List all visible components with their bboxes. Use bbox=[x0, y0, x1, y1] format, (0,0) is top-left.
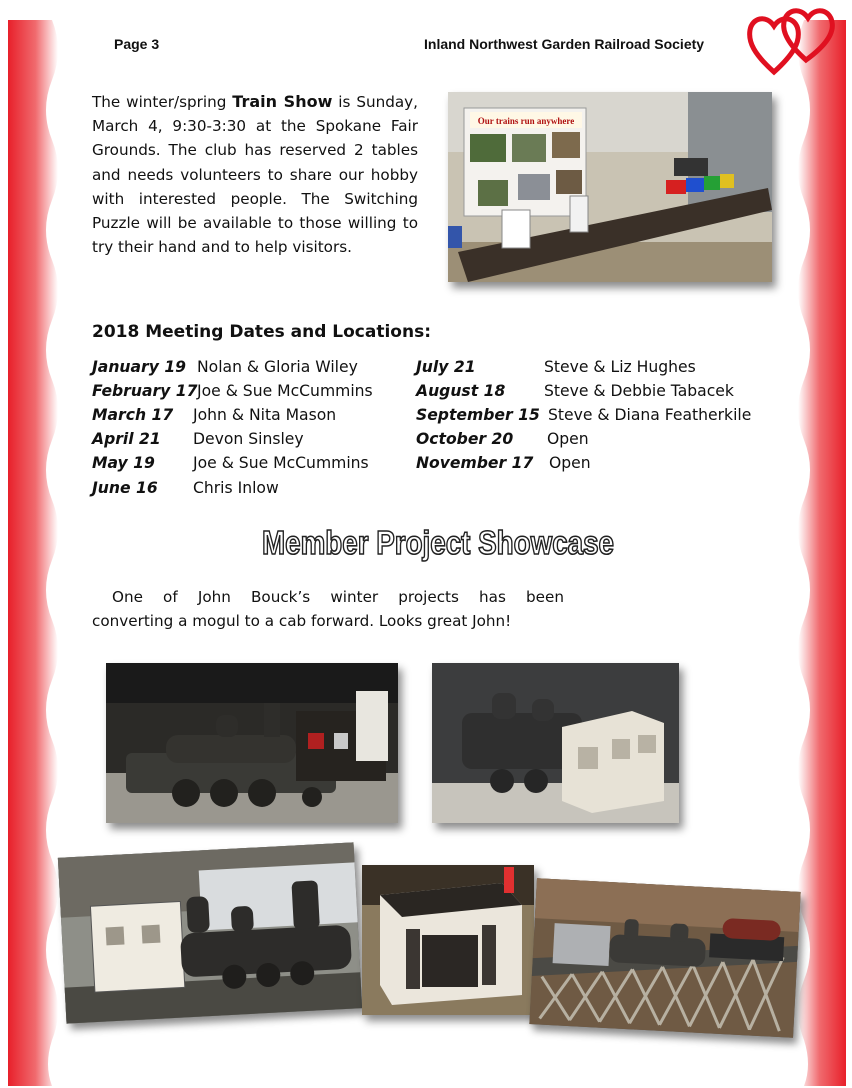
trestle-train-photo-drawing bbox=[529, 878, 800, 1038]
showcase-title-text: Member Project Showcase bbox=[262, 524, 614, 561]
cab-build-photo-drawing bbox=[432, 663, 679, 823]
meeting-row bbox=[92, 358, 358, 376]
meeting-date: July 21 bbox=[416, 358, 476, 376]
meeting-host: Open bbox=[549, 454, 591, 472]
meeting-row bbox=[416, 454, 591, 472]
meeting-host: Open bbox=[547, 430, 589, 448]
intro-text-start: The winter/spring bbox=[92, 93, 233, 111]
showcase-title bbox=[258, 520, 618, 564]
meeting-row bbox=[416, 430, 589, 448]
showcase-line-2: converting a mogul to a cab forward. Looks great John! bbox=[92, 612, 512, 630]
train-show-paragraph bbox=[92, 90, 418, 259]
meeting-row bbox=[416, 382, 734, 400]
intro-text-rest: is Sunday, March 4, 9:30-3:30 at the Spokane Fair Grounds. The club has reserved 2 tables and needs volunteers to share our hobby with interested people. The Switching Puzzle will be available to those willing to try their hand and to help visitors. bbox=[92, 93, 418, 257]
meeting-host: Devon Sinsley bbox=[193, 430, 304, 448]
showcase-line-1: One of John Bouck’s winter projects has been bbox=[112, 588, 564, 606]
meeting-row bbox=[92, 382, 373, 400]
cab-build-photo bbox=[432, 663, 679, 823]
meeting-date: May 19 bbox=[92, 454, 155, 472]
meeting-row bbox=[416, 358, 696, 376]
cab-forward-outdoor-photo bbox=[58, 842, 362, 1023]
meeting-date: January 19 bbox=[92, 358, 187, 376]
meeting-date: August 18 bbox=[416, 382, 506, 400]
meeting-host: Joe & Sue McCummins bbox=[197, 382, 373, 400]
meeting-date: September 15 bbox=[416, 406, 540, 424]
meeting-host: Joe & Sue McCummins bbox=[193, 454, 369, 472]
meeting-host: Steve & Debbie Tabacek bbox=[544, 382, 734, 400]
poster-heading: Our trains run anywhere bbox=[477, 116, 575, 126]
meeting-row bbox=[92, 430, 304, 448]
meeting-host: Steve & Liz Hughes bbox=[544, 358, 696, 376]
meeting-date: February 17 bbox=[92, 382, 198, 400]
meeting-host: Steve & Diana Featherkile bbox=[548, 406, 752, 424]
meeting-row bbox=[92, 454, 369, 472]
meeting-date: November 17 bbox=[416, 454, 534, 472]
meeting-date: March 17 bbox=[92, 406, 174, 424]
trestle-train-photo bbox=[529, 878, 800, 1038]
train-show-emphasis: Train Show bbox=[232, 92, 333, 111]
meeting-date: June 16 bbox=[92, 479, 158, 497]
meeting-date: April 21 bbox=[92, 430, 161, 448]
page-number: Page 3 bbox=[114, 36, 160, 52]
mogul-photo-1 bbox=[106, 663, 398, 823]
train-show-photo bbox=[448, 92, 772, 282]
cab-detail-photo bbox=[362, 865, 534, 1015]
meeting-dates-title: 2018 Meeting Dates and Locations: bbox=[92, 322, 432, 342]
hearts-icon bbox=[744, 2, 844, 78]
meeting-host: John & Nita Mason bbox=[193, 406, 337, 424]
cab-forward-outdoor-photo-drawing bbox=[58, 842, 362, 1023]
meeting-date: October 20 bbox=[416, 430, 514, 448]
meeting-row bbox=[92, 406, 336, 424]
organization-name: Inland Northwest Garden Railroad Society bbox=[424, 36, 705, 52]
left-border-decoration bbox=[8, 20, 64, 1086]
showcase-paragraph bbox=[92, 585, 564, 633]
meeting-host: Nolan & Gloria Wiley bbox=[197, 358, 358, 376]
cab-detail-photo-drawing bbox=[362, 865, 534, 1015]
mogul-photo-1-drawing bbox=[106, 663, 398, 823]
meeting-host: Chris Inlow bbox=[193, 479, 279, 497]
train-show-photo-drawing bbox=[448, 92, 772, 282]
meeting-row bbox=[92, 479, 279, 497]
meeting-row bbox=[416, 406, 751, 424]
